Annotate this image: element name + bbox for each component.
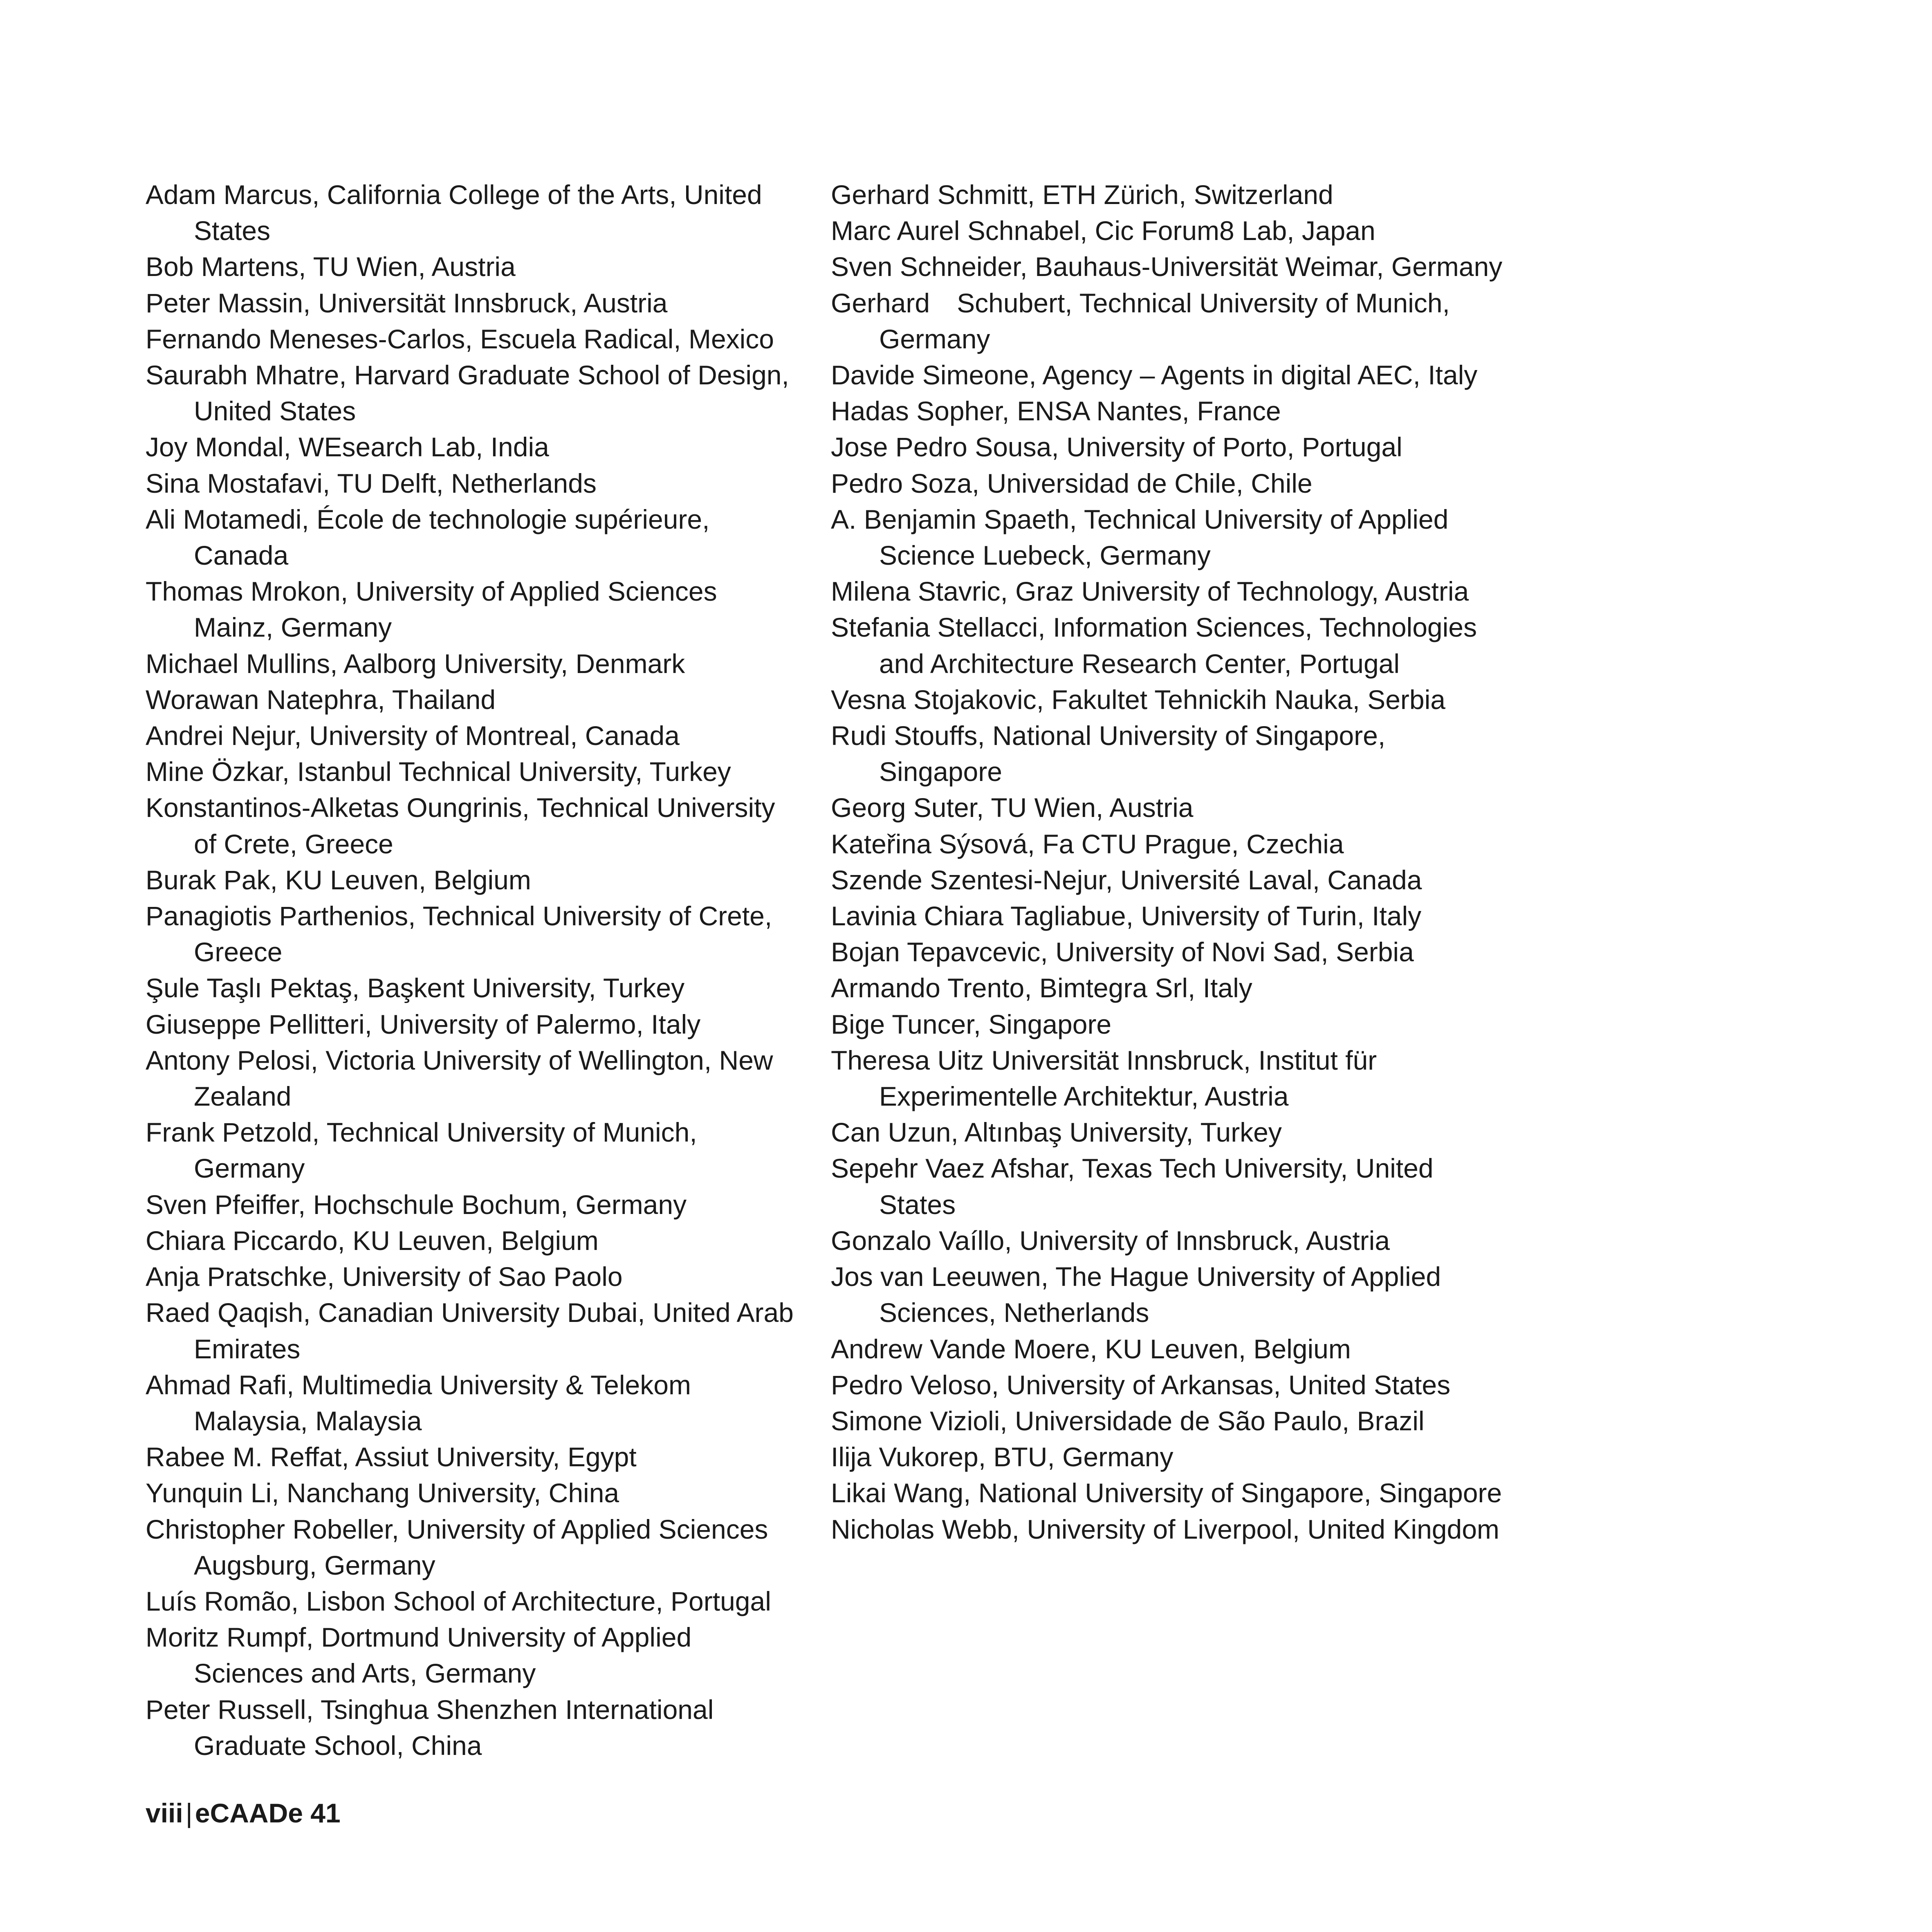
reviewer-entry: Giuseppe Pellitteri, University of Palermo, Italy xyxy=(146,1009,701,1039)
reviewer-entry: Adam Marcus, California College of the Arts, United States xyxy=(146,180,762,246)
reviewer-entry: Gerhard Schmitt, ETH Zürich, Switzerland xyxy=(831,180,1333,210)
reviewer-entry: Jos van Leeuwen, The Hague University of Applied Sciences, Netherlands xyxy=(831,1261,1441,1328)
reviewer-entry: Can Uzun, Altınbaş University, Turkey xyxy=(831,1117,1282,1148)
reviewer-entry: Sven Schneider, Bauhaus-Universität Weimar, Germany xyxy=(831,251,1503,282)
reviewer-entry: Stefania Stellacci, Information Sciences, Technologies and Architecture Research Center, Portugal xyxy=(831,612,1477,679)
reviewer-entry: Şule Taşlı Pektaş, Başkent University, Turkey xyxy=(146,973,685,1003)
reviewer-entry: Bojan Tepavcevic, University of Novi Sad, Serbia xyxy=(831,937,1414,967)
reviewer-entry: Frank Petzold, Technical University of Munich, Germany xyxy=(146,1117,697,1184)
reviewer-entry: Szende Szentesi-Nejur, Université Laval, Canada xyxy=(831,864,1422,895)
reviewer-entry: Saurabh Mhatre, Harvard Graduate School of Design, United States xyxy=(146,360,789,426)
reviewer-entry: Pedro Veloso, University of Arkansas, United States xyxy=(831,1369,1451,1400)
reviewer-entry: Fernando Meneses-Carlos, Escuela Radical, Mexico xyxy=(146,323,774,354)
reviewer-entry: Likai Wang, National University of Singapore, Singapore xyxy=(831,1478,1502,1508)
reviewer-entry: Panagiotis Parthenios, Technical University of Crete, Greece xyxy=(146,901,772,967)
publication-title: eCAADe 41 xyxy=(195,1798,341,1828)
reviewer-entry: Rudi Stouffs, National University of Singapore, Singapore xyxy=(831,720,1386,787)
reviewer-entry: Moritz Rumpf, Dortmund University of Applied Sciences and Arts, Germany xyxy=(146,1622,692,1689)
reviewer-entry: Gerhard Schubert, Technical University of Munich, Germany xyxy=(831,287,1450,354)
reviewer-entry: Anja Pratschke, University of Sao Paolo xyxy=(146,1261,623,1292)
reviewer-entry: Joy Mondal, WEsearch Lab, India xyxy=(146,432,549,462)
footer-separator: | xyxy=(185,1798,193,1828)
reviewer-list-left xyxy=(146,177,800,1764)
reviewer-entry: Georg Suter, TU Wien, Austria xyxy=(831,792,1194,823)
page-number: viii xyxy=(146,1798,183,1828)
reviewer-entry: Sven Pfeiffer, Hochschule Bochum, Germany xyxy=(146,1189,687,1220)
reviewer-entry: Davide Simeone, Agency – Agents in digital AEC, Italy xyxy=(831,360,1478,390)
reviewer-entry: Antony Pelosi, Victoria University of Wellington, New Zealand xyxy=(146,1045,773,1112)
reviewer-entry: Chiara Piccardo, KU Leuven, Belgium xyxy=(146,1225,599,1256)
reviewer-entry: Peter Massin, Universität Innsbruck, Austria xyxy=(146,287,668,318)
reviewer-entry: Kateřina Sýsová, Fa CTU Prague, Czechia xyxy=(831,828,1344,859)
reviewer-entry: Worawan Natephra, Thailand xyxy=(146,684,496,715)
reviewer-entry: Milena Stavric, Graz University of Technology, Austria xyxy=(831,576,1469,607)
reviewer-entry: Vesna Stojakovic, Fakultet Tehnickih Nauka, Serbia xyxy=(831,684,1445,715)
reviewer-entry: Simone Vizioli, Universidade de São Paulo, Brazil xyxy=(831,1405,1425,1436)
reviewer-entry: Konstantinos-Alketas Oungrinis, Technical University of Crete, Greece xyxy=(146,792,775,859)
reviewer-entry: Lavinia Chiara Tagliabue, University of Turin, Italy xyxy=(831,901,1422,931)
reviewer-entry: Andrei Nejur, University of Montreal, Canada xyxy=(146,720,680,751)
reviewer-entry: Marc Aurel Schnabel, Cic Forum8 Lab, Japan xyxy=(831,215,1376,246)
reviewer-entry: Ilija Vukorep, BTU, Germany xyxy=(831,1442,1174,1472)
reviewer-entry: Armando Trento, Bimtegra Srl, Italy xyxy=(831,973,1252,1003)
reviewer-list-right xyxy=(831,177,1506,1547)
reviewer-entry: Hadas Sopher, ENSA Nantes, France xyxy=(831,396,1281,426)
reviewer-entry: Burak Pak, KU Leuven, Belgium xyxy=(146,864,531,895)
reviewer-entry: Sina Mostafavi, TU Delft, Netherlands xyxy=(146,468,597,498)
reviewer-entry: Ahmad Rafi, Multimedia University & Telekom Malaysia, Malaysia xyxy=(146,1369,691,1436)
reviewer-entry: Michael Mullins, Aalborg University, Denmark xyxy=(146,648,685,679)
reviewer-entry: Peter Russell, Tsinghua Shenzhen International Graduate School, China xyxy=(146,1694,714,1761)
reviewer-entry: Andrew Vande Moere, KU Leuven, Belgium xyxy=(831,1333,1351,1364)
reviewer-entry: Yunquin Li, Nanchang University, China xyxy=(146,1478,619,1508)
reviewer-entry: Theresa Uitz Universität Innsbruck, Institut für Experimentelle Architektur, Austria xyxy=(831,1045,1377,1112)
reviewer-entry: Jose Pedro Sousa, University of Porto, Portugal xyxy=(831,432,1402,462)
reviewer-entry: Bob Martens, TU Wien, Austria xyxy=(146,251,516,282)
reviewer-entry: Pedro Soza, Universidad de Chile, Chile xyxy=(831,468,1313,498)
reviewer-entry: Christopher Robeller, University of Applied Sciences Augsburg, Germany xyxy=(146,1514,768,1580)
reviewer-entry: Thomas Mrokon, University of Applied Sciences Mainz, Germany xyxy=(146,576,717,643)
reviewer-entry: Luís Romão, Lisbon School of Architecture, Portugal xyxy=(146,1586,771,1616)
reviewer-entry: Bige Tuncer, Singapore xyxy=(831,1009,1112,1039)
reviewer-entry: Sepehr Vaez Afshar, Texas Tech University, United States xyxy=(831,1153,1434,1220)
page-footer xyxy=(146,1795,341,1831)
reviewer-entry: Rabee M. Reffat, Assiut University, Egypt xyxy=(146,1442,637,1472)
reviewer-entry: Mine Özkar, Istanbul Technical University, Turkey xyxy=(146,756,731,787)
reviewer-entry: Ali Motamedi, École de technologie supérieure, Canada xyxy=(146,504,710,571)
reviewer-entry: Nicholas Webb, University of Liverpool, United Kingdom xyxy=(831,1514,1499,1544)
reviewer-entry: Gonzalo Vaíllo, University of Innsbruck, Austria xyxy=(831,1225,1390,1256)
reviewer-entry: A. Benjamin Spaeth, Technical University of Applied Science Luebeck, Germany xyxy=(831,504,1449,571)
reviewer-entry: Raed Qaqish, Canadian University Dubai, United Arab Emirates xyxy=(146,1297,794,1364)
